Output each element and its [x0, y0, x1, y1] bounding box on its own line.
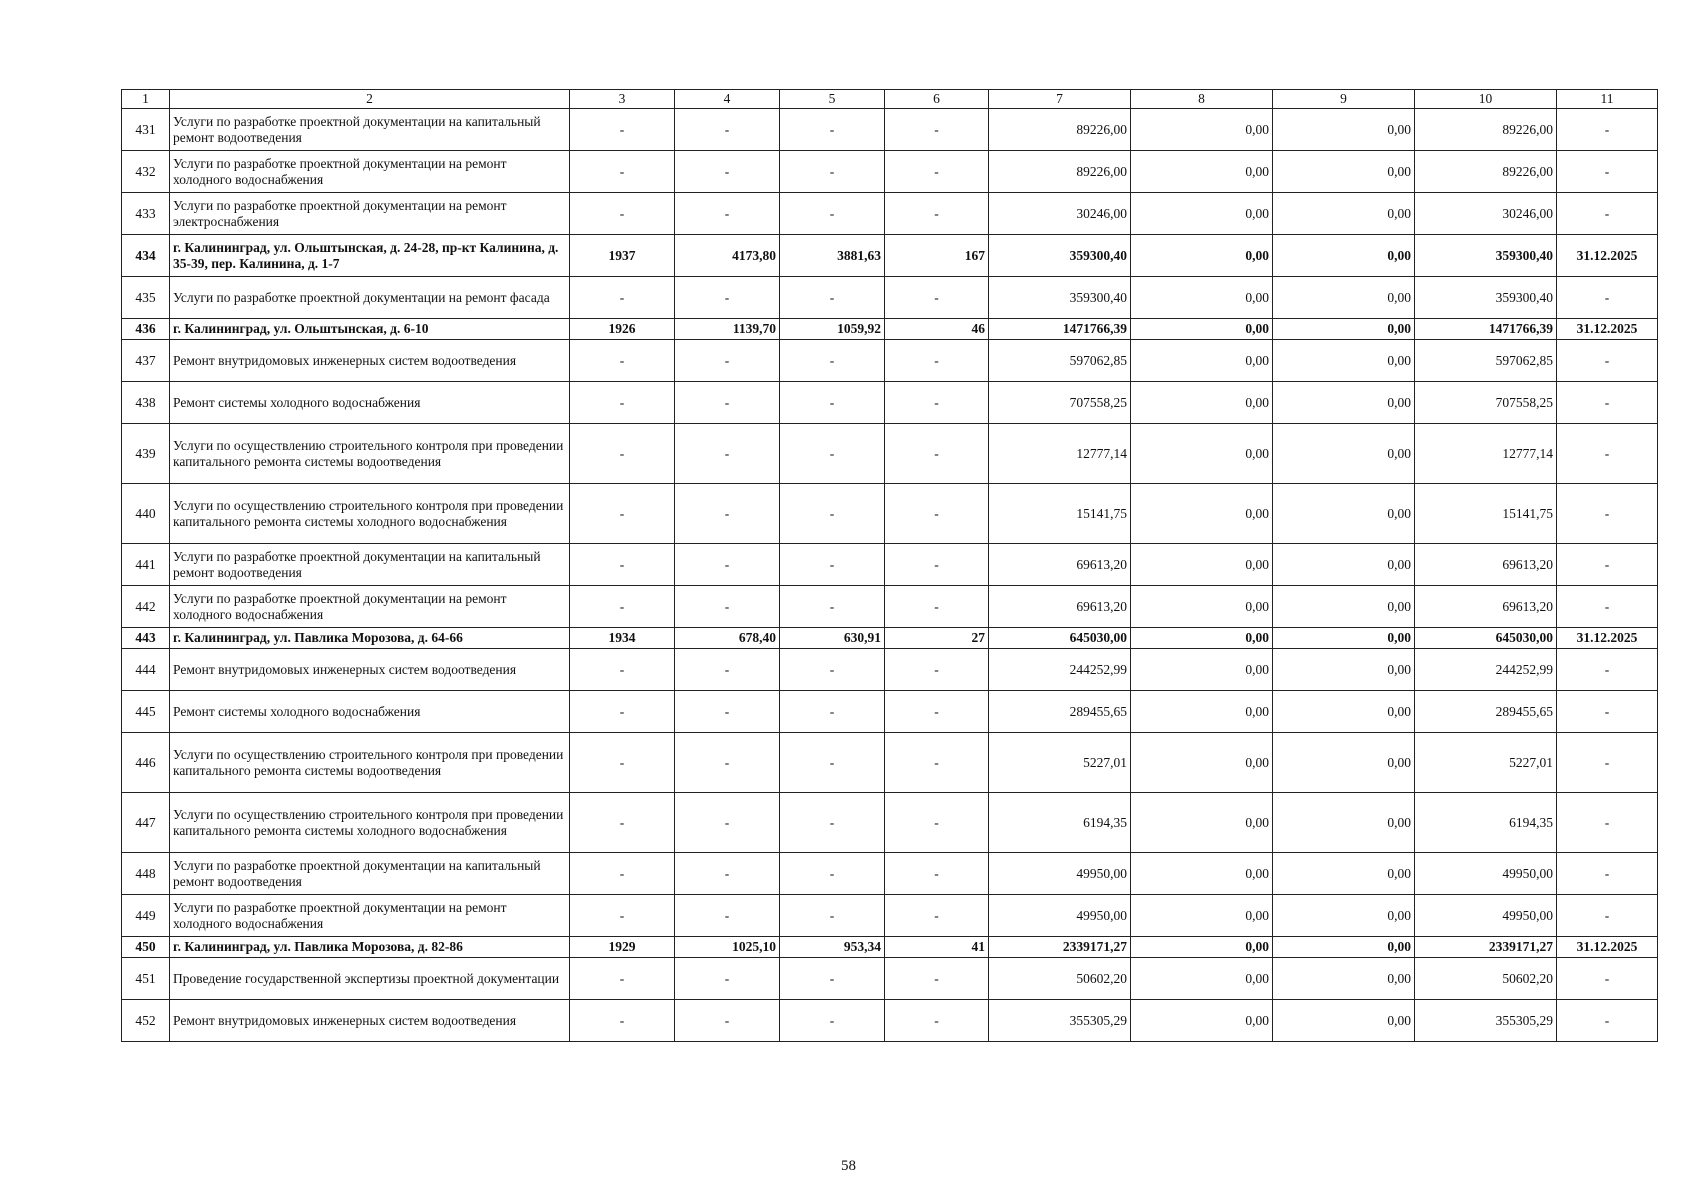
- work-item-row: [122, 109, 1658, 151]
- cell-col-3: -: [570, 193, 675, 235]
- cell-col-2: Услуги по осуществлению строительного контроля при проведении капитального ремонта системы холодного водоснабжения: [170, 484, 570, 544]
- address-row: [122, 628, 1658, 649]
- cell-col-1: 432: [122, 151, 170, 193]
- cell-col-8: 0,00: [1131, 319, 1273, 340]
- cell-col-6: -: [885, 793, 989, 853]
- cell-col-7: 244252,99: [989, 649, 1131, 691]
- cell-col-1: 431: [122, 109, 170, 151]
- cell-col-4: -: [675, 1000, 780, 1042]
- cell-col-3: 1929: [570, 937, 675, 958]
- work-item-row: [122, 193, 1658, 235]
- cell-col-2: Ремонт внутридомовых инженерных систем водоотведения: [170, 649, 570, 691]
- cell-col-10: 355305,29: [1415, 1000, 1557, 1042]
- work-item-row: [122, 733, 1658, 793]
- cell-col-4: -: [675, 193, 780, 235]
- work-item-row: [122, 853, 1658, 895]
- cell-col-9: 0,00: [1273, 319, 1415, 340]
- cell-col-10: 359300,40: [1415, 235, 1557, 277]
- cell-col-5: -: [780, 733, 885, 793]
- cell-col-2: Услуги по разработке проектной документации на ремонт холодного водоснабжения: [170, 586, 570, 628]
- cell-col-5: -: [780, 484, 885, 544]
- cell-col-10: 5227,01: [1415, 733, 1557, 793]
- cell-col-8: 0,00: [1131, 793, 1273, 853]
- header-cell: 5: [780, 90, 885, 109]
- cell-col-10: 50602,20: [1415, 958, 1557, 1000]
- cell-col-8: 0,00: [1131, 628, 1273, 649]
- cell-col-8: 0,00: [1131, 340, 1273, 382]
- cell-col-3: -: [570, 691, 675, 733]
- cell-col-7: 50602,20: [989, 958, 1131, 1000]
- cell-col-2: Услуги по разработке проектной документации на ремонт фасада: [170, 277, 570, 319]
- cell-col-1: 434: [122, 235, 170, 277]
- cell-col-3: -: [570, 151, 675, 193]
- cell-col-9: 0,00: [1273, 340, 1415, 382]
- header-cell: 11: [1557, 90, 1658, 109]
- address-row: [122, 235, 1658, 277]
- cell-col-9: 0,00: [1273, 193, 1415, 235]
- cell-col-10: 6194,35: [1415, 793, 1557, 853]
- cell-col-1: 443: [122, 628, 170, 649]
- cell-col-7: 15141,75: [989, 484, 1131, 544]
- cell-col-4: -: [675, 424, 780, 484]
- cell-col-8: 0,00: [1131, 382, 1273, 424]
- cell-col-6: 27: [885, 628, 989, 649]
- cell-col-5: -: [780, 544, 885, 586]
- cell-col-2: г. Калининград, ул. Ольштынская, д. 6-10: [170, 319, 570, 340]
- cell-col-4: -: [675, 895, 780, 937]
- cell-col-2: Ремонт внутридомовых инженерных систем водоотведения: [170, 1000, 570, 1042]
- work-item-row: [122, 649, 1658, 691]
- cell-col-8: 0,00: [1131, 649, 1273, 691]
- cell-col-6: -: [885, 733, 989, 793]
- cell-col-9: 0,00: [1273, 151, 1415, 193]
- cell-col-7: 707558,25: [989, 382, 1131, 424]
- cell-col-7: 597062,85: [989, 340, 1131, 382]
- cell-col-11: -: [1557, 382, 1658, 424]
- cell-col-4: 678,40: [675, 628, 780, 649]
- cell-col-7: 69613,20: [989, 586, 1131, 628]
- cell-col-3: 1926: [570, 319, 675, 340]
- cell-col-9: 0,00: [1273, 895, 1415, 937]
- cell-col-11: 31.12.2025: [1557, 937, 1658, 958]
- cell-col-1: 442: [122, 586, 170, 628]
- cell-col-8: 0,00: [1131, 733, 1273, 793]
- cell-col-6: -: [885, 958, 989, 1000]
- cell-col-6: -: [885, 109, 989, 151]
- cell-col-5: -: [780, 277, 885, 319]
- header-cell: 3: [570, 90, 675, 109]
- cell-col-6: -: [885, 544, 989, 586]
- cell-col-7: 49950,00: [989, 895, 1131, 937]
- cell-col-11: -: [1557, 109, 1658, 151]
- cell-col-6: 167: [885, 235, 989, 277]
- cell-col-4: -: [675, 793, 780, 853]
- work-item-row: [122, 958, 1658, 1000]
- cell-col-7: 359300,40: [989, 235, 1131, 277]
- cell-col-7: 69613,20: [989, 544, 1131, 586]
- cell-col-9: 0,00: [1273, 586, 1415, 628]
- cell-col-7: 1471766,39: [989, 319, 1131, 340]
- cell-col-4: -: [675, 544, 780, 586]
- cell-col-9: 0,00: [1273, 691, 1415, 733]
- cell-col-7: 49950,00: [989, 853, 1131, 895]
- cell-col-4: 4173,80: [675, 235, 780, 277]
- cell-col-9: 0,00: [1273, 793, 1415, 853]
- cell-col-6: -: [885, 1000, 989, 1042]
- cell-col-10: 69613,20: [1415, 586, 1557, 628]
- cell-col-7: 289455,65: [989, 691, 1131, 733]
- cell-col-1: 444: [122, 649, 170, 691]
- cell-col-6: -: [885, 193, 989, 235]
- cell-col-4: -: [675, 484, 780, 544]
- cell-col-9: 0,00: [1273, 1000, 1415, 1042]
- cell-col-6: 46: [885, 319, 989, 340]
- cell-col-4: -: [675, 382, 780, 424]
- cell-col-2: г. Калининград, ул. Павлика Морозова, д. 64-66: [170, 628, 570, 649]
- work-item-row: [122, 382, 1658, 424]
- cell-col-2: Услуги по осуществлению строительного контроля при проведении капитального ремонта системы водоотведения: [170, 424, 570, 484]
- cell-col-6: -: [885, 484, 989, 544]
- cell-col-1: 450: [122, 937, 170, 958]
- cell-col-9: 0,00: [1273, 484, 1415, 544]
- cell-col-2: г. Калининград, ул. Павлика Морозова, д. 82-86: [170, 937, 570, 958]
- cell-col-3: -: [570, 649, 675, 691]
- cell-col-10: 69613,20: [1415, 544, 1557, 586]
- cell-col-5: -: [780, 193, 885, 235]
- header-cell: 8: [1131, 90, 1273, 109]
- cell-col-4: -: [675, 586, 780, 628]
- cell-col-5: 630,91: [780, 628, 885, 649]
- cell-col-3: 1937: [570, 235, 675, 277]
- cell-col-9: 0,00: [1273, 958, 1415, 1000]
- work-item-row: [122, 151, 1658, 193]
- cell-col-1: 447: [122, 793, 170, 853]
- work-plan-table: [121, 89, 1658, 1042]
- work-item-row: [122, 586, 1658, 628]
- cell-col-3: -: [570, 544, 675, 586]
- cell-col-11: -: [1557, 484, 1658, 544]
- address-row: [122, 319, 1658, 340]
- cell-col-10: 1471766,39: [1415, 319, 1557, 340]
- cell-col-10: 244252,99: [1415, 649, 1557, 691]
- cell-col-2: Услуги по разработке проектной документации на ремонт холодного водоснабжения: [170, 151, 570, 193]
- cell-col-6: -: [885, 895, 989, 937]
- cell-col-9: 0,00: [1273, 649, 1415, 691]
- cell-col-11: -: [1557, 853, 1658, 895]
- cell-col-5: -: [780, 586, 885, 628]
- cell-col-2: Ремонт системы холодного водоснабжения: [170, 691, 570, 733]
- cell-col-4: -: [675, 853, 780, 895]
- cell-col-1: 445: [122, 691, 170, 733]
- work-item-row: [122, 544, 1658, 586]
- cell-col-5: -: [780, 151, 885, 193]
- cell-col-11: 31.12.2025: [1557, 628, 1658, 649]
- cell-col-8: 0,00: [1131, 544, 1273, 586]
- cell-col-5: -: [780, 382, 885, 424]
- cell-col-8: 0,00: [1131, 235, 1273, 277]
- cell-col-9: 0,00: [1273, 382, 1415, 424]
- cell-col-2: Услуги по разработке проектной документации на ремонт электроснабжения: [170, 193, 570, 235]
- cell-col-4: -: [675, 691, 780, 733]
- cell-col-10: 12777,14: [1415, 424, 1557, 484]
- work-item-row: [122, 895, 1658, 937]
- cell-col-8: 0,00: [1131, 193, 1273, 235]
- cell-col-8: 0,00: [1131, 586, 1273, 628]
- cell-col-11: 31.12.2025: [1557, 319, 1658, 340]
- cell-col-11: -: [1557, 544, 1658, 586]
- cell-col-4: 1139,70: [675, 319, 780, 340]
- cell-col-3: -: [570, 895, 675, 937]
- cell-col-7: 355305,29: [989, 1000, 1131, 1042]
- cell-col-8: 0,00: [1131, 277, 1273, 319]
- cell-col-11: -: [1557, 586, 1658, 628]
- cell-col-2: Проведение государственной экспертизы проектной документации: [170, 958, 570, 1000]
- cell-col-10: 359300,40: [1415, 277, 1557, 319]
- cell-col-11: -: [1557, 277, 1658, 319]
- cell-col-11: -: [1557, 691, 1658, 733]
- cell-col-6: -: [885, 340, 989, 382]
- cell-col-11: -: [1557, 1000, 1658, 1042]
- cell-col-11: -: [1557, 958, 1658, 1000]
- cell-col-1: 439: [122, 424, 170, 484]
- cell-col-1: 437: [122, 340, 170, 382]
- cell-col-10: 89226,00: [1415, 109, 1557, 151]
- cell-col-1: 448: [122, 853, 170, 895]
- cell-col-6: -: [885, 649, 989, 691]
- cell-col-1: 436: [122, 319, 170, 340]
- cell-col-3: -: [570, 793, 675, 853]
- cell-col-9: 0,00: [1273, 733, 1415, 793]
- cell-col-8: 0,00: [1131, 151, 1273, 193]
- work-item-row: [122, 277, 1658, 319]
- cell-col-3: -: [570, 586, 675, 628]
- cell-col-11: -: [1557, 793, 1658, 853]
- cell-col-11: -: [1557, 151, 1658, 193]
- cell-col-10: 30246,00: [1415, 193, 1557, 235]
- cell-col-2: Ремонт внутридомовых инженерных систем водоотведения: [170, 340, 570, 382]
- cell-col-1: 441: [122, 544, 170, 586]
- cell-col-9: 0,00: [1273, 424, 1415, 484]
- cell-col-8: 0,00: [1131, 937, 1273, 958]
- cell-col-4: -: [675, 151, 780, 193]
- cell-col-3: -: [570, 109, 675, 151]
- cell-col-4: -: [675, 109, 780, 151]
- cell-col-11: -: [1557, 649, 1658, 691]
- cell-col-5: -: [780, 793, 885, 853]
- cell-col-2: г. Калининград, ул. Ольштынская, д. 24-28, пр-кт Калинина, д. 35-39, пер. Калинина, д. 1-7: [170, 235, 570, 277]
- cell-col-7: 5227,01: [989, 733, 1131, 793]
- cell-col-11: -: [1557, 424, 1658, 484]
- cell-col-6: -: [885, 277, 989, 319]
- cell-col-1: 451: [122, 958, 170, 1000]
- cell-col-7: 89226,00: [989, 109, 1131, 151]
- cell-col-9: 0,00: [1273, 544, 1415, 586]
- cell-col-11: -: [1557, 193, 1658, 235]
- cell-col-10: 2339171,27: [1415, 937, 1557, 958]
- cell-col-5: -: [780, 691, 885, 733]
- cell-col-10: 289455,65: [1415, 691, 1557, 733]
- cell-col-5: 1059,92: [780, 319, 885, 340]
- cell-col-6: -: [885, 151, 989, 193]
- header-cell: 4: [675, 90, 780, 109]
- work-item-row: [122, 424, 1658, 484]
- work-item-row: [122, 691, 1658, 733]
- cell-col-2: Ремонт системы холодного водоснабжения: [170, 382, 570, 424]
- header-cell: 10: [1415, 90, 1557, 109]
- cell-col-1: 433: [122, 193, 170, 235]
- cell-col-3: -: [570, 277, 675, 319]
- cell-col-3: -: [570, 340, 675, 382]
- work-item-row: [122, 793, 1658, 853]
- cell-col-8: 0,00: [1131, 958, 1273, 1000]
- cell-col-5: -: [780, 340, 885, 382]
- cell-col-6: -: [885, 691, 989, 733]
- cell-col-1: 449: [122, 895, 170, 937]
- cell-col-10: 597062,85: [1415, 340, 1557, 382]
- cell-col-11: -: [1557, 340, 1658, 382]
- cell-col-8: 0,00: [1131, 895, 1273, 937]
- cell-col-10: 89226,00: [1415, 151, 1557, 193]
- cell-col-4: -: [675, 649, 780, 691]
- cell-col-10: 645030,00: [1415, 628, 1557, 649]
- cell-col-10: 707558,25: [1415, 382, 1557, 424]
- cell-col-5: 953,34: [780, 937, 885, 958]
- cell-col-4: -: [675, 733, 780, 793]
- cell-col-9: 0,00: [1273, 277, 1415, 319]
- cell-col-2: Услуги по разработке проектной документации на капитальный ремонт водоотведения: [170, 544, 570, 586]
- cell-col-5: -: [780, 958, 885, 1000]
- cell-col-5: -: [780, 895, 885, 937]
- cell-col-6: -: [885, 424, 989, 484]
- cell-col-9: 0,00: [1273, 937, 1415, 958]
- cell-col-7: 30246,00: [989, 193, 1131, 235]
- cell-col-9: 0,00: [1273, 109, 1415, 151]
- cell-col-10: 49950,00: [1415, 853, 1557, 895]
- cell-col-7: 6194,35: [989, 793, 1131, 853]
- cell-col-1: 440: [122, 484, 170, 544]
- cell-col-3: -: [570, 733, 675, 793]
- cell-col-6: 41: [885, 937, 989, 958]
- cell-col-2: Услуги по разработке проектной документации на ремонт холодного водоснабжения: [170, 895, 570, 937]
- cell-col-5: 3881,63: [780, 235, 885, 277]
- cell-col-1: 435: [122, 277, 170, 319]
- cell-col-5: -: [780, 649, 885, 691]
- header-cell: 1: [122, 90, 170, 109]
- cell-col-2: Услуги по разработке проектной документации на капитальный ремонт водоотведения: [170, 109, 570, 151]
- cell-col-11: -: [1557, 733, 1658, 793]
- cell-col-1: 452: [122, 1000, 170, 1042]
- page-number: 58: [841, 1158, 856, 1174]
- cell-col-3: 1934: [570, 628, 675, 649]
- cell-col-8: 0,00: [1131, 424, 1273, 484]
- cell-col-3: -: [570, 958, 675, 1000]
- cell-col-6: -: [885, 853, 989, 895]
- cell-col-4: 1025,10: [675, 937, 780, 958]
- header-cell: 2: [170, 90, 570, 109]
- cell-col-4: -: [675, 958, 780, 1000]
- cell-col-7: 89226,00: [989, 151, 1131, 193]
- cell-col-9: 0,00: [1273, 853, 1415, 895]
- work-item-row: [122, 1000, 1658, 1042]
- cell-col-1: 438: [122, 382, 170, 424]
- cell-col-7: 2339171,27: [989, 937, 1131, 958]
- header-cell: 6: [885, 90, 989, 109]
- cell-col-2: Услуги по осуществлению строительного контроля при проведении капитального ремонта системы холодного водоснабжения: [170, 793, 570, 853]
- cell-col-3: -: [570, 382, 675, 424]
- header-row: [122, 90, 1658, 109]
- cell-col-5: -: [780, 853, 885, 895]
- cell-col-9: 0,00: [1273, 628, 1415, 649]
- cell-col-1: 446: [122, 733, 170, 793]
- cell-col-8: 0,00: [1131, 853, 1273, 895]
- cell-col-9: 0,00: [1273, 235, 1415, 277]
- cell-col-10: 49950,00: [1415, 895, 1557, 937]
- cell-col-3: -: [570, 484, 675, 544]
- cell-col-8: 0,00: [1131, 109, 1273, 151]
- work-item-row: [122, 484, 1658, 544]
- cell-col-5: -: [780, 1000, 885, 1042]
- cell-col-7: 12777,14: [989, 424, 1131, 484]
- header-cell: 9: [1273, 90, 1415, 109]
- cell-col-4: -: [675, 277, 780, 319]
- cell-col-5: -: [780, 424, 885, 484]
- cell-col-5: -: [780, 109, 885, 151]
- cell-col-2: Услуги по разработке проектной документации на капитальный ремонт водоотведения: [170, 853, 570, 895]
- cell-col-8: 0,00: [1131, 691, 1273, 733]
- cell-col-3: -: [570, 853, 675, 895]
- cell-col-10: 15141,75: [1415, 484, 1557, 544]
- cell-col-11: -: [1557, 895, 1658, 937]
- cell-col-4: -: [675, 340, 780, 382]
- header-cell: 7: [989, 90, 1131, 109]
- cell-col-6: -: [885, 382, 989, 424]
- work-item-row: [122, 340, 1658, 382]
- cell-col-2: Услуги по осуществлению строительного контроля при проведении капитального ремонта системы водоотведения: [170, 733, 570, 793]
- cell-col-11: 31.12.2025: [1557, 235, 1658, 277]
- cell-col-6: -: [885, 586, 989, 628]
- cell-col-3: -: [570, 424, 675, 484]
- cell-col-8: 0,00: [1131, 484, 1273, 544]
- cell-col-7: 359300,40: [989, 277, 1131, 319]
- cell-col-3: -: [570, 1000, 675, 1042]
- address-row: [122, 937, 1658, 958]
- cell-col-7: 645030,00: [989, 628, 1131, 649]
- cell-col-8: 0,00: [1131, 1000, 1273, 1042]
